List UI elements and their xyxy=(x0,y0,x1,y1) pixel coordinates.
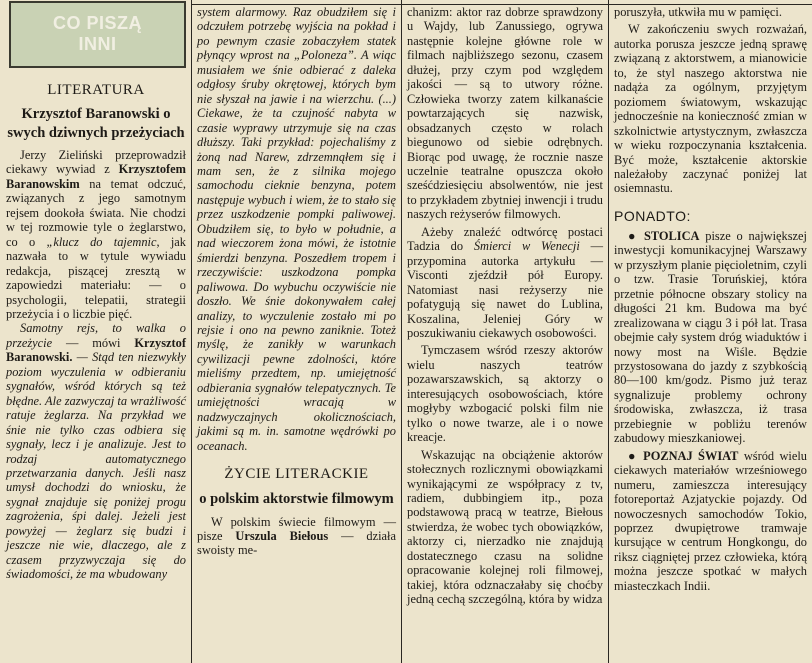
header-line-1: CO PISZĄ xyxy=(52,13,142,33)
article-title-baranowski: Krzysztof Baranowski o swych dziwnych przeżyciach xyxy=(7,106,185,141)
article-paragraph: W zakończeniu swych rozważań, autorka porusza jeszcze jedną sprawę związaną z aktorstwem, a mianowicie to, że styl naszego aktorstwa nie nadąża za ogólnym, przyjętym poziomem światowym, wskazując jednocześnie na konieczność zmian w szkolnictwie artystycznym, zwłaszcza w wieku rozpoczynania kształcenia. Być może, kształcenie aktorskie należałoby zaczynać poniżej lat osiemnastu. xyxy=(614,22,807,196)
section-label-zycie-literackie: ŻYCIE LITERACKIE xyxy=(224,466,369,483)
article-paragraph: Samotny rejs, to walka o przeżycie — mówi Krzysztof Baranowski. — Stąd ten niezwykły poziom wyczulenia w odbieraniu sygnałów, wśród których są też błędne. Ale zazwyczaj ta wrażliwość ratuje żeglarza. Na przykład we śnie nie tylko czas odbiera się sygnały, lecz i je analizuje. Jest to rodzaj automatycznego przetwarzania danych. Jeśli nasz umysł dochodzi do wniosku, że sygnał znajduje się poniżej progu zagrożenia, śpi dalej. Jeżeli jest powyżej — żeglarz się budzi i jeszcze nie wie, dlaczego, ale z czasem przyzwyczaja się do świadomości, że ma wbudowany xyxy=(6,321,186,582)
bullet-icon: ● xyxy=(628,448,644,463)
article-paragraph: Wskazując na obciążenie aktorów stołecznych rozlicznymi obowiązkami wynikającymi ze współpracy z tv, radiem, dubbingiem itp., poza podstawową pracą w teatrze, Biełous stwierdza, że wobec tych obowiązków, aktorzy ci, nierzadko nie znajdują dostatecznego czasu na solidne opracowanie kolejnej roli filmowej, takiej, która odznaczałaby się choćby jedną cechą szczególną, która by widza xyxy=(407,447,603,607)
article-paragraph: Ażeby znaleźć odtwórcę postaci Tadzia do Śmierci w Wenecji — przypomina autorka artykułu — Visconti zjeździł pół Europy. Natomiast nasi reżyserzy nie pofatygują się nawet do Lublina, Koszalina, Jeleniej Góry w poszukiwaniu ciekawych osobowości. xyxy=(407,224,603,340)
article-paragraph: ● POZNAJ ŚWIAT wśród wielu ciekawych materiałów wrześniowego numeru, zamieszcza interesujący fotoreportaż Azjatyckie pojazdy. Od nowoczesnych samochodów Tokio, poprzez dwupiętrowe tramwaje kursujące w centrum Hongkongu, do riksz ciągniętej przez człowieka, którą można jeszcze spotkać w małych miasteczkach Indii. xyxy=(614,448,807,593)
header-line-2: INNI xyxy=(78,34,117,54)
column-1 xyxy=(6,0,186,582)
article-paragraph: poruszyła, utkwiła mu w pamięci. xyxy=(614,5,782,19)
column-4 xyxy=(614,0,807,593)
section-label-ponadto: PONADTO: xyxy=(614,207,691,224)
column-rule-1 xyxy=(191,0,192,663)
section-label-literatura: LITERATURA xyxy=(47,82,145,98)
article-paragraph: chanizm: aktor raz dobrze sprawdzony u Wajdy, lub Zanussiego, ogrywa następnie kolejne główne role w filmach najbliższego sezonu, czasem dłużej, przy czym pod względem jakości — są to utwory różne. Człowieka tworzy zatem kilkanaście powtarzających się nazwisk, obsadzanych często w rolach biegunowo od siebie odrębnych. Biorąc pod uwagę, że rocznie nasze uczelnie teatralne opuszcza około sześćdziesięciu absolwentów, nie jest to przykładem zbytniej inwencji i trudu naszych reżyserów filmowych. xyxy=(407,5,603,222)
article-paragraph: system alarmowy. Raz obudziłem się i odczułem potrzebę wyjścia na pokład i po pewnym czasie zobaczyłem statek płynący wprost na „Poloneza”. A wiąc musiałem we śnie odbierać z daleka odgłosy śruby okrętowej, których bym nie słyszał na jawie i na wierzchu. (...) Ciekawe, że ta czujność nabyta w czasie wyprawy utrzymuje się na czas dłuższy. Taki przykład: pojechaliśmy z żoną nad Narew, zdrzemnąłem się i mam sen, że z silnika mojego samochodu cieknie benzyna, potem następuje wybuch i wiem, że to stało się przez uszkodzenie pompki paliwowej. Obudziłem się, to było w południe, a nad wieczorem żona mówi, że istotnie śmierdzi benzyna. Poszedłem tropem i rzeczywiście: uszkodzona pompka paliwowa. Do wybuchu oczywiście nie doszło. We śnie dokonywałem całej analizy, to wyczulenie zostało mi po rejsie i ono na pewno zaniknie. Toteż myślę, że zanikły w warunkach cywilizacji pewne zdolności, które mieliśmy przedtem, np. umiejętność odbierania sygnałów telepatycznych. Te umiejętności wracają w nadzwyczajnych okolicznościach, jakimi są m. in. samotne wędrówki po oceanach. xyxy=(197,5,396,453)
article-paragraph: ● STOLICA pisze o największej inwestycji komunikacyjnej Warszawy w przyszłym planie pięcioletnim, czyli o tzw. Trasie Toruńskiej, która przetnie północne obszary stolicy na długości 21 km. Budowa ma być zrealizowana w ciągu 3 i pół lat. Trasa obejmie cały system dróg wiaduktów i nowy most na Wiśle. Będzie przystosowana do jazdy z szybkością 80—100 km/godz. Pismo już teraz sygnalizuje problemy ochrony środowiska, zwłaszcza, iż trasa przebiegnie w pobliżu terenów zabudowy mieszkaniowej. xyxy=(614,228,807,446)
article-title-aktorstwo: o polskim aktorstwie filmowym xyxy=(199,491,394,508)
article-paragraph: Tymczasem wśród rzeszy aktorów wielu naszych teatrów pozawarszawskich, są aktorzy o interesujących osobowościach, które mogłyby wzbogacić polski film nie tylko o nowe twarze, ale i o nowe kreacje. xyxy=(407,343,603,445)
column-rule-2 xyxy=(401,0,402,663)
column-3 xyxy=(407,0,603,607)
article-paragraph: Jerzy Zieliński przeprowadził ciekawy wywiad z Krzysztofem Baranowskim na temat odczuć, związanych z jego samotnym rejsem dookoła świata. Nie chodzi w tej rozmowie tyle o żeglarstwo, co o „klucz do tajemnic, jak nazwała to w tytule wywiadu redakcja, piszącej zresztą w zapowiedzi materiału: — o psychologii, telepatii, strategii przeżycia i o liczbie pięć. xyxy=(6,148,186,321)
column-2 xyxy=(197,0,396,558)
bullet-icon: ● xyxy=(628,228,644,243)
article-paragraph: W polskim świecie filmowym — pisze Urszula Biełous — działa swoisty me- xyxy=(197,514,396,558)
column-rule-3 xyxy=(608,0,609,663)
